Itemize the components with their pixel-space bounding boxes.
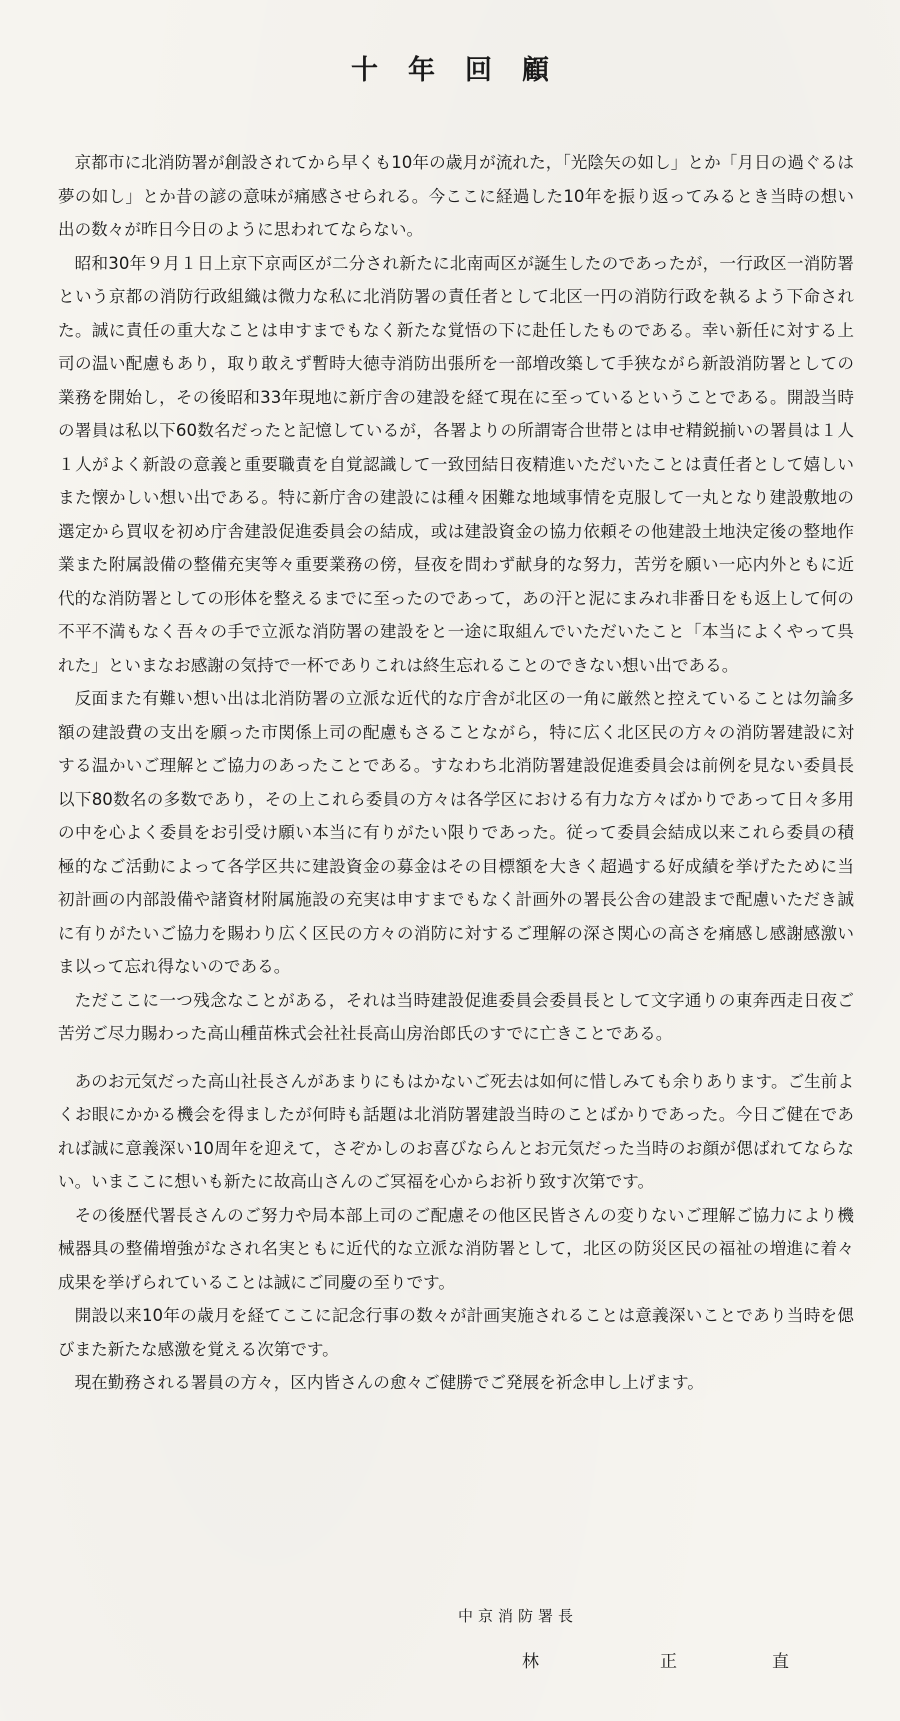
paragraph-1: 京都市に北消防署が創設されてから早くも10年の歳月が流れた，「光陰矢の如し」とか「月日の過ぐるは夢の如し」とか昔の諺の意味が痛感させられる。今ここに経過した10年を振り返ってみるとき当時の想い出の数々が昨日今日のように思われてならない。 <box>58 153 854 239</box>
signature-title: 中京消防署長 <box>458 1607 579 1625</box>
paragraph-6: その後歴代署長さんのご努力や局本部上司のご配慮その他区民皆さんの変りないご理解ご協力により機械器具の整備増強がなされ名実ともに近代的な立派な消防署として，北区の防災区民の福祉の増進に着々成果を挙げられていることは誠にご同慶の至りです。 <box>58 1205 854 1292</box>
signature-name-char-3: 直 <box>772 1652 789 1672</box>
signature-name-char-1: 林 <box>522 1652 539 1672</box>
paragraph-3: 反面また有難い想い出は北消防署の立派な近代的な庁舎が北区の一角に厳然と控えていることは勿論多額の建設費の支出を願った市関係上司の配慮もさることながら，特に広く北区民の方々の消防署建設に対する温かいご理解とご協力のあったことである。すなわち北消防署建設促進委員会は前例を見ない委員長以下80数名の多数であり，その上これら委員の方々は各学区における有力な方々ばかりであって日々多用の中を心よく委員をお引受け願い本当に有りがたい限りであった。従って委員会結成以来これら委員の積極的なご活動によって各学区共に建設資金の募金はその目標額を大きく超過する好成績を挙げたために当初計画の内部設備や諸資材附属施設の充実は申すまでもなく計画外の署長公舎の建設まで配慮いただき誠に有りがたいご協力を賜わり広く区民の方々の消防に対するご理解の深さ関心の高さを痛感し感謝感激いま以って忘れ得ないのである。 <box>58 689 854 976</box>
paragraph-2: 昭和30年９月１日上京下京両区が二分され新たに北南両区が誕生したのであったが，一行政区一消防署という京都の消防行政組織は微力な私に北消防署の責任者として北区一円の消防行政を執るよう下命された。誠に責任の重大なことは申すまでもなく新たな覚悟の下に赴任したものである。幸い新任に対する上司の温い配慮もあり，取り敢えず暫時大徳寺消防出張所を一部増改築して手狭ながら新設消防署としての業務を開始し，その後昭和33年現地に新庁舎の建設を経て現在に至っているということである。開設当時の署員は私以下60数名だったと記憶しているが，各署よりの所謂寄合世帯とは申せ精鋭揃いの署員は１人１人がよく新設の意義と重要職責を自覚認識して一致団結日夜精進いただいたことは責任者として嬉しいまた懐かしい想い出である。特に新庁舎の建設には種々困難な地域事情を克服して一丸となり建設敷地の選定から買収を初め庁舎建設促進委員会の結成，或は建設資金の協力依頼その他建設土地決定後の整地作業また附属設備の整備充実等々重要業務の傍，昼夜を問わず献身的な努力，苦労を願い一応内外ともに近代的な消防署としての形体を整えるまでに至ったのであって，あの汗と泥にまみれ非番日をも返上して何の不平不満もなく吾々の手で立派な消防署の建設をと一途に取組んでいただいたこと「本当によくやって呉れた」といまなお感謝の気持で一杯でありこれは終生忘れることのできない想い出である。 <box>58 253 854 675</box>
paragraph-4: ただここに一つ残念なことがある，それは当時建設促進委員会委員長として文字通りの東奔西走日夜ご苦労ご尽力賜わった高山種苗株式会社社長高山房治郎氏のすでに亡きことである。 <box>58 990 854 1043</box>
signature-name <box>0 1647 900 1671</box>
document-body <box>58 146 854 1400</box>
paragraph-5: あのお元気だった高山社長さんがあまりにもはかないご死去は如何に惜しみても余りあります。ご生前よくお眼にかかる機会を得ましたが何時も話題は北消防署建設当時のことばかりであった。今日ご健在であれば誠に意義深い10周年を迎えて，さぞかしのお喜びならんとお元気だった当時のお顔が偲ばれてならない。いまここに想いも新たに故高山さんのご冥福を心からお祈り致す次第です。 <box>58 1071 854 1191</box>
signature-name-char-2: 正 <box>660 1652 677 1672</box>
paragraph-7: 開設以来10年の歳月を経てここに記念行事の数々が計画実施されることは意義深いことであり当時を偲びまた新たな感激を覚える次第です。 <box>58 1306 854 1359</box>
document-title: 十年回顧 <box>351 55 579 86</box>
paragraph-8: 現在勤務される署員の方々，区内皆さんの愈々ご健勝でご発展を祈念申し上げます。 <box>74 1373 704 1392</box>
